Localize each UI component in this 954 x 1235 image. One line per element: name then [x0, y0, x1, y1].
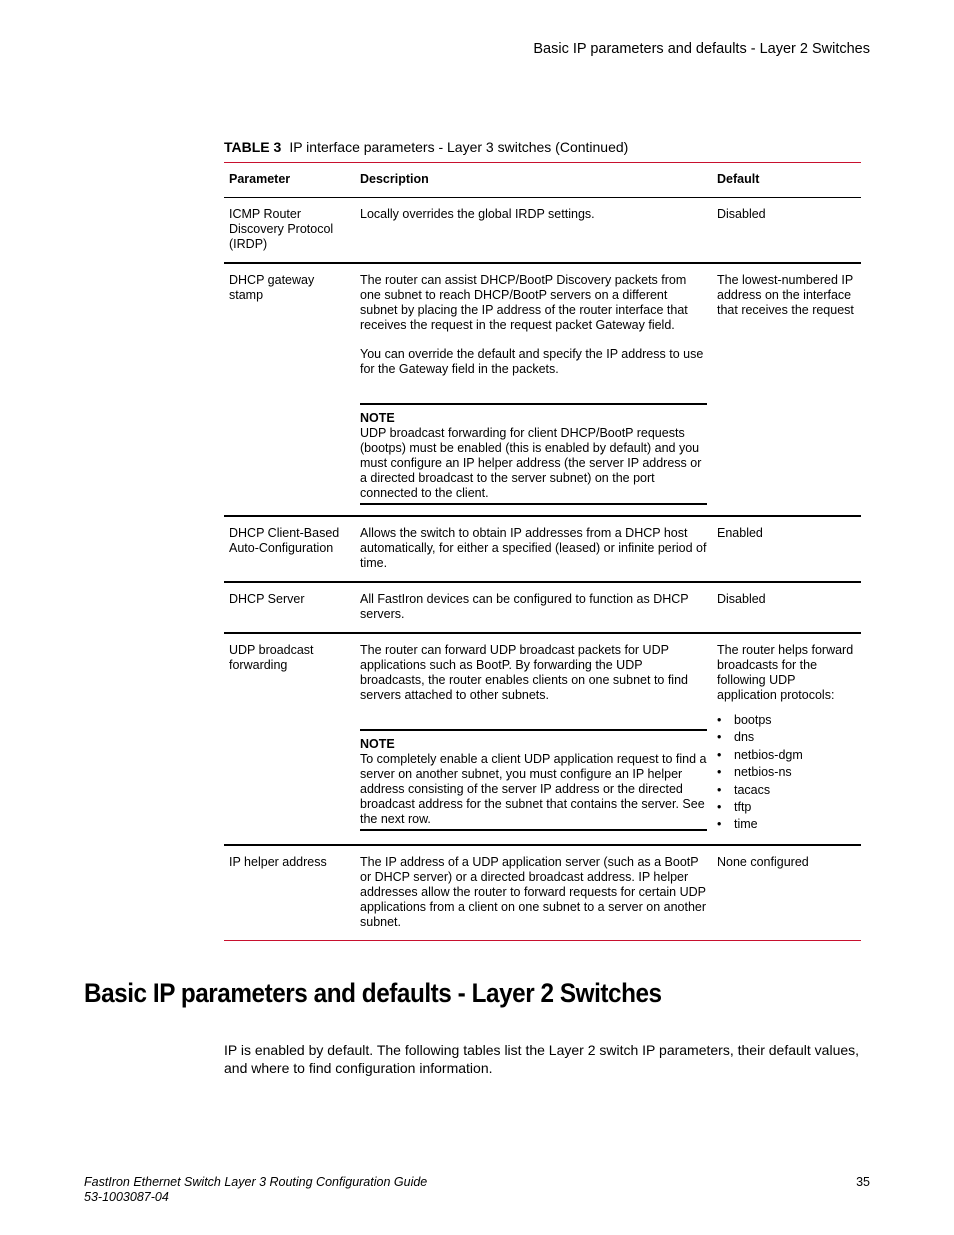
cell-default: Disabled [712, 582, 861, 633]
table-caption [224, 139, 628, 155]
cell-parameter: DHCP Server [224, 582, 355, 633]
default-text: The router helps forward broadcasts for the following UDP application protocols: [717, 643, 854, 702]
cell-description [355, 633, 712, 845]
table-row [224, 845, 861, 940]
section-intro: IP is enabled by default. The following tables list the Layer 2 switch IP parameters, their default values, and where to find configuration information. [224, 1042, 860, 1076]
list-item [717, 782, 856, 799]
bullet: • [717, 713, 722, 727]
list-item [717, 729, 856, 746]
bullet: • [717, 747, 722, 762]
column-header-parameter: Parameter [224, 163, 355, 198]
description-paragraph: Allows the switch to obtain IP addresses from a DHCP host automatically, for either a specified (leased) or infinite period of time. [360, 526, 707, 570]
parameters-table [224, 162, 861, 941]
description-paragraph: All FastIron devices can be configured to function as DHCP servers. [360, 592, 689, 621]
running-header: Basic IP parameters and defaults - Layer 2 Switches [533, 41, 870, 57]
column-header-description: Description [355, 163, 712, 198]
protocol-name: dns [734, 730, 755, 745]
column-header-default: Default [712, 163, 861, 198]
table-row [224, 198, 861, 264]
cell-default: Disabled [712, 198, 861, 264]
list-item [717, 712, 856, 729]
cell-default: Enabled [712, 516, 861, 582]
cell-default [712, 633, 861, 845]
table-row [224, 582, 861, 633]
protocol-name: bootps [734, 713, 772, 727]
footer-doc-number: 53-1003087-04 [84, 1190, 169, 1204]
parameters-table-grid [224, 163, 861, 940]
note-title: NOTE [360, 737, 395, 751]
cell-default: None configured [717, 854, 809, 869]
protocol-name: tacacs [734, 782, 771, 797]
table-row [224, 633, 861, 845]
table-caption-text: IP interface parameters - Layer 3 switches (Continued) [289, 139, 629, 155]
cell-parameter: DHCP Client-Based Auto-Configuration [224, 516, 355, 582]
cell-parameter: UDP broadcast forwarding [224, 633, 355, 845]
protocol-list [717, 712, 856, 834]
list-item [717, 816, 856, 833]
table-row [224, 263, 861, 516]
note-title: NOTE [360, 411, 395, 425]
cell-description [355, 198, 712, 264]
description-paragraph: Locally overrides the global IRDP settings. [360, 207, 595, 221]
list-item [717, 747, 856, 764]
protocol-name: tftp [734, 800, 752, 815]
description-paragraph: The IP address of a UDP application server (such as a BootP or DHCP server) or a directed broadcast address. IP helper addresses allow the router to forward requests for certain UDP applications from a client on one subnet to a server on another subnet. [360, 854, 707, 929]
note-text: To completely enable a client UDP application request to find a server on another subnet, you must configure an IP helper address consisting of the server IP address or the directed broadcast address for the subnet that contains the server. See the next row. [360, 752, 707, 826]
protocol-name: time [734, 817, 758, 832]
cell-parameter: IP helper address [229, 854, 327, 869]
protocol-name: netbios-ns [734, 765, 792, 780]
table-row [224, 516, 861, 582]
list-item [717, 764, 856, 781]
cell-parameter: ICMP Router Discovery Protocol (IRDP) [224, 198, 355, 264]
bullet: • [717, 817, 722, 832]
protocol-name: netbios-dgm [734, 747, 803, 762]
table-label: TABLE 3 [224, 139, 282, 155]
bullet: • [717, 730, 722, 745]
section-title: Basic IP parameters and defaults - Layer 2 Switches [84, 978, 662, 1008]
cell-default: The lowest-numbered IP address on the interface that receives the request [712, 263, 861, 516]
cell-description [355, 845, 712, 940]
cell-description [355, 582, 712, 633]
list-item [717, 799, 856, 816]
description-paragraph: The router can assist DHCP/BootP Discovery packets from one subnet to reach DHCP/BootP servers on a different subnet by placing the IP address of the router interface that receives the request in the request packet Gateway field. [360, 273, 688, 332]
footer-guide-title: FastIron Ethernet Switch Layer 3 Routing Configuration Guide [84, 1175, 428, 1189]
bullet: • [717, 800, 722, 815]
description-paragraph: The router can forward UDP broadcast packets for UDP applications such as BootP. By forwarding the UDP broadcasts, the router enables clients on one subnet to find servers attached to other subnets. [360, 643, 688, 702]
bullet: • [717, 765, 722, 780]
cell-parameter: DHCP gateway stamp [224, 263, 355, 516]
page-number: 35 [856, 1175, 870, 1189]
note-text: UDP broadcast forwarding for client DHCP/BootP requests (bootps) must be enabled (this is enabled by default) and you must configure an IP helper address (the server IP address or a directed broadcast to the server subnet) on the port connected to the client. [360, 426, 702, 500]
cell-description [355, 263, 712, 516]
note-box [360, 403, 707, 505]
description-paragraph: You can override the default and specify the IP address to use for the Gateway field in the packets. [360, 347, 704, 376]
cell-description [355, 516, 712, 582]
footer-guide-info [84, 1175, 427, 1205]
bullet: • [717, 782, 722, 797]
table-header-row [224, 163, 861, 198]
note-box [360, 729, 707, 831]
